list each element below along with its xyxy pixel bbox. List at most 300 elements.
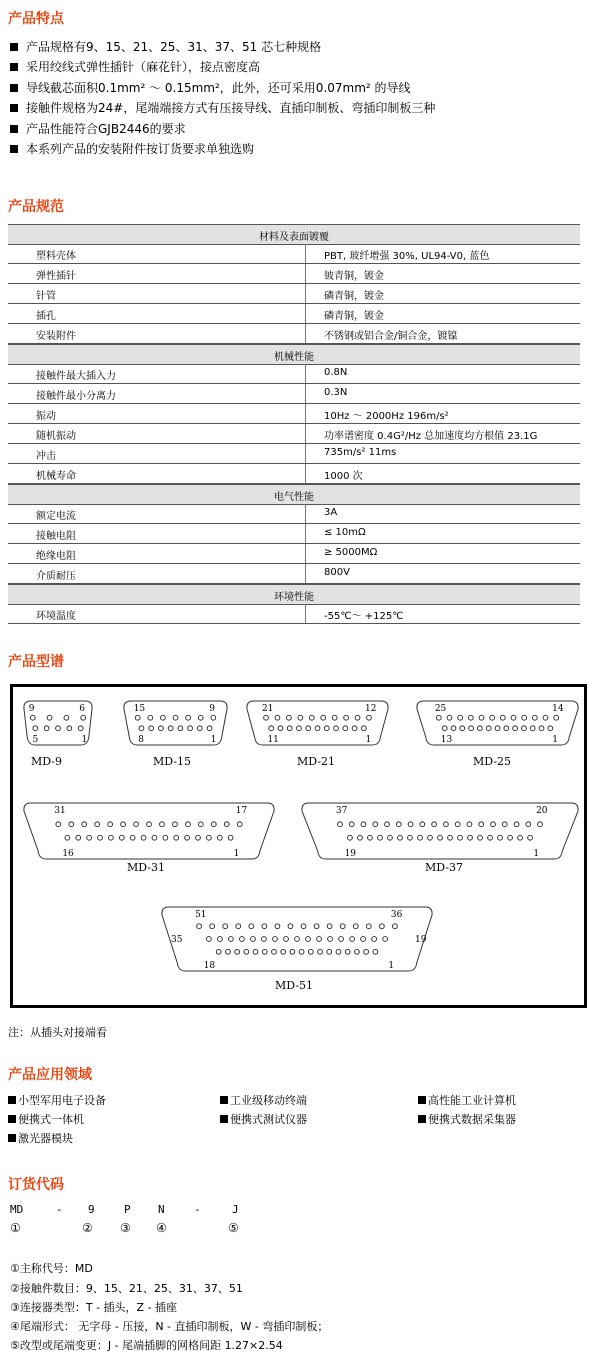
spec-row	[8, 464, 580, 484]
bullet-square-icon	[220, 1115, 228, 1123]
pin-label-top-right: 6	[79, 704, 85, 714]
application-text: 便携式一体机	[18, 1113, 84, 1126]
spec-property: 针管	[36, 291, 56, 302]
spec-row	[8, 324, 580, 344]
pin-contact	[141, 835, 146, 840]
spec-group-header	[8, 224, 580, 245]
feature-item	[10, 79, 411, 96]
pin-contact	[244, 949, 249, 954]
spec-value: 0.8N	[324, 367, 348, 378]
bullet-square-icon	[418, 1096, 426, 1104]
pin-contact	[287, 726, 292, 731]
spec-row	[8, 284, 580, 304]
pin-label-bottom-left: 5	[32, 735, 39, 745]
spec-value: 磷青铜，镀金	[324, 291, 384, 302]
pin-contact	[217, 835, 222, 840]
spec-row	[8, 444, 580, 464]
pin-contact	[378, 835, 383, 840]
spec-value: 磷青铜，镀金	[324, 311, 384, 322]
column-divider	[305, 404, 306, 423]
spec-group-label: 材料及表面镀覆	[259, 232, 329, 243]
spec-row	[8, 504, 580, 524]
pin-contact	[486, 726, 491, 731]
spec-property: 振动	[36, 411, 56, 422]
pin-contact	[328, 937, 333, 942]
bullet-square-icon	[8, 1096, 16, 1104]
pin-contact	[306, 726, 311, 731]
pin-contact	[539, 726, 544, 731]
spec-row	[8, 604, 580, 624]
pin-contact	[532, 715, 537, 720]
feature-item	[10, 140, 254, 157]
pin-contact	[344, 715, 349, 720]
pin-contact	[467, 822, 472, 827]
pin-contact	[240, 937, 245, 942]
pin-contact	[500, 715, 505, 720]
pin-contact	[518, 835, 523, 840]
pin-contact	[428, 835, 433, 840]
order-code-part: -	[56, 1203, 63, 1216]
pin-contact	[281, 949, 286, 954]
column-divider	[305, 324, 306, 343]
pin-contact	[460, 726, 465, 731]
pin-contact	[298, 715, 303, 720]
pin-contact	[468, 715, 473, 720]
spec-row	[8, 364, 580, 384]
column-divider	[305, 464, 306, 483]
column-divider	[305, 544, 306, 563]
pin-contact	[228, 835, 233, 840]
column-divider	[305, 264, 306, 283]
application-text: 便携式测试仪器	[230, 1113, 307, 1126]
pin-contact	[436, 715, 441, 720]
pin-label-top-left: 31	[54, 806, 66, 816]
pin-label-bottom-right: 1	[233, 849, 240, 859]
pin-label-top-right: 9	[209, 704, 216, 714]
connector-model-label: MD-25	[473, 755, 512, 768]
pin-contact	[69, 822, 74, 827]
spec-row	[8, 384, 580, 404]
pin-contact	[210, 924, 215, 929]
pin-contact	[290, 949, 295, 954]
pin-label-bottom-right: 1	[81, 735, 88, 745]
pin-label-top-left: 37	[335, 806, 348, 816]
pin-contact	[30, 715, 35, 720]
pin-contact	[338, 822, 343, 827]
pin-contact	[368, 835, 373, 840]
pin-contact	[548, 726, 553, 731]
pin-contact	[451, 726, 456, 731]
spec-row	[8, 264, 580, 284]
order-code-marker: ②	[82, 1221, 93, 1235]
spec-value: 不锈钢或铝合金/铜合金，镀镍	[324, 331, 458, 342]
pin-contact	[432, 822, 437, 827]
pin-contact	[288, 924, 293, 929]
spec-value: ≥ 5000MΩ	[324, 547, 378, 558]
pin-contact	[327, 924, 332, 929]
bullet-square-icon	[8, 1115, 16, 1123]
pin-contact	[159, 726, 164, 731]
pin-contact	[488, 835, 493, 840]
order-code-explanation: ③连接器类型：T - 插头，Z - 插座	[10, 1301, 178, 1314]
pin-contact	[262, 937, 267, 942]
pin-contact	[479, 822, 484, 827]
pin-label-middle-right: 19	[415, 935, 427, 945]
pin-contact	[95, 822, 100, 827]
application-item	[418, 1092, 516, 1108]
pin-contact	[87, 835, 92, 840]
pin-contact	[366, 924, 371, 929]
pin-contact	[345, 949, 350, 954]
pin-contact	[152, 835, 157, 840]
pin-contact	[495, 726, 500, 731]
pin-contact	[301, 924, 306, 929]
feature-text: 导线截芯面积0.1mm² ～ 0.15mm²，此外，还可采用0.07mm² 的导线	[26, 81, 411, 95]
pin-contact	[81, 715, 86, 720]
pin-contact	[448, 835, 453, 840]
column-divider	[305, 444, 306, 463]
pin-label-bottom-left: 16	[62, 849, 74, 859]
spec-group-label: 电气性能	[274, 492, 314, 503]
order-code-explanation: ①主称代号：MD	[10, 1262, 93, 1275]
pin-label-top-right: 12	[364, 704, 377, 714]
application-text: 激光器模块	[18, 1132, 73, 1145]
pin-label-top-left: 21	[262, 704, 274, 714]
application-text: 工业级移动终端	[230, 1094, 307, 1107]
pin-contact	[236, 924, 241, 929]
pin-contact	[355, 949, 360, 954]
order-code-marker: ④	[156, 1221, 167, 1235]
pin-contact	[306, 937, 311, 942]
pin-contact	[526, 822, 531, 827]
pin-contact	[514, 822, 519, 827]
spec-property: 机械寿命	[36, 471, 76, 482]
spec-value: ≤ 10mΩ	[324, 527, 366, 538]
spec-table	[8, 224, 580, 620]
spec-value: 800V	[324, 567, 350, 578]
pin-contact	[418, 835, 423, 840]
spec-property: 接触件最大插入力	[36, 371, 116, 382]
bullet-square-icon	[10, 104, 18, 112]
spec-value: 10Hz ～ 2000Hz 196m/s²	[324, 411, 449, 422]
connector-model-label: MD-9	[31, 755, 63, 768]
applications-title: 产品应用领域	[8, 1067, 92, 1083]
spec-row	[8, 424, 580, 444]
pin-contact	[237, 822, 242, 827]
pin-contact	[477, 726, 482, 731]
pin-contact	[458, 715, 463, 720]
connector-model-label: MD-31	[127, 861, 166, 874]
pin-contact	[458, 835, 463, 840]
spec-row	[8, 524, 580, 544]
column-divider	[305, 304, 306, 323]
spec-value: 3A	[324, 507, 338, 518]
connector-model-label: MD-21	[297, 755, 336, 768]
pin-contact	[350, 937, 355, 942]
pin-contact	[309, 715, 314, 720]
pin-contact	[443, 822, 448, 827]
pin-contact	[108, 835, 113, 840]
bullet-square-icon	[10, 43, 18, 51]
pin-contact	[314, 924, 319, 929]
spec-value: 功率谱密度 0.4G²/Hz 总加速度均方根值 23.1G	[324, 431, 538, 442]
pin-contact	[206, 835, 211, 840]
pin-label-bottom-right: 1	[552, 735, 559, 745]
pin-contact	[188, 726, 193, 731]
pin-contact	[64, 715, 69, 720]
pin-contact	[361, 937, 366, 942]
pin-contact	[383, 937, 388, 942]
pin-label-bottom-left: 8	[138, 735, 144, 745]
feature-item	[10, 58, 260, 75]
pin-contact	[361, 726, 366, 731]
pin-contact	[287, 715, 292, 720]
pin-contact	[343, 726, 348, 731]
pin-contact	[206, 937, 211, 942]
connector-model-label: MD-37	[425, 861, 464, 874]
pin-label-top-left: 9	[28, 704, 35, 714]
view-note: 注：从插头对接端看	[8, 1026, 107, 1039]
feature-item	[10, 38, 321, 55]
pin-label-top-right: 20	[536, 806, 548, 816]
pin-contact	[367, 715, 372, 720]
pin-contact	[355, 715, 360, 720]
pin-contact	[173, 715, 178, 720]
order-code-marker: ③	[120, 1221, 131, 1235]
pin-contact	[278, 726, 283, 731]
spec-row	[8, 404, 580, 424]
order-code-marker: ①	[10, 1221, 21, 1235]
pin-contact	[134, 822, 139, 827]
application-text: 高性能工业计算机	[428, 1094, 516, 1107]
order-code-part: MD	[10, 1203, 24, 1216]
pin-contact	[163, 835, 168, 840]
column-divider	[305, 364, 306, 383]
spec-row	[8, 304, 580, 324]
feature-item	[10, 99, 435, 116]
pin-contact	[269, 726, 274, 731]
spec-property: 接触电阻	[36, 531, 76, 542]
order-code-part: P	[124, 1203, 131, 1216]
pin-contact	[528, 835, 533, 840]
pin-contact	[543, 715, 548, 720]
bullet-square-icon	[8, 1134, 16, 1142]
pin-contact	[275, 924, 280, 929]
pin-contact	[469, 726, 474, 731]
pin-contact	[235, 949, 240, 954]
bullet-square-icon	[220, 1096, 228, 1104]
spec-property: 安装附件	[36, 331, 76, 342]
column-divider	[305, 424, 306, 443]
pin-contact	[262, 924, 267, 929]
pin-contact	[420, 822, 425, 827]
pin-contact	[149, 726, 154, 731]
pin-contact	[78, 726, 83, 731]
feature-text: 产品规格有9、15、21、25、31、37、51 芯七种规格	[26, 40, 322, 54]
spec-group-header	[8, 484, 580, 505]
order-code-explanation: ⑤改型或尾端变更：J - 尾端插脚的网格间距 1.27×2.54	[10, 1339, 283, 1352]
pin-contact	[308, 949, 313, 954]
spec-title: 产品规范	[8, 199, 64, 215]
bullet-square-icon	[10, 125, 18, 133]
pin-contact	[315, 726, 320, 731]
pin-contact	[262, 949, 267, 954]
bullet-square-icon	[418, 1115, 426, 1123]
pin-contact	[373, 822, 378, 827]
pin-label-bottom-left: 13	[440, 735, 453, 745]
pin-contact	[185, 822, 190, 827]
pin-label-bottom-right: 1	[388, 961, 395, 971]
pin-contact	[379, 924, 384, 929]
pin-contact	[264, 715, 269, 720]
column-divider	[305, 244, 306, 263]
pin-contact	[373, 949, 378, 954]
spec-property: 环境温度	[36, 611, 76, 622]
feature-text: 接触件规格为24#，尾端端接方式有压接导线、直插印制板、弯插印制板三种	[26, 101, 436, 115]
spec-group-header	[8, 344, 580, 365]
pin-contact	[211, 715, 216, 720]
pin-contact	[361, 822, 366, 827]
pin-contact	[396, 822, 401, 827]
pin-contact	[388, 835, 393, 840]
pin-label-bottom-right: 1	[533, 849, 540, 859]
pin-contact	[385, 822, 390, 827]
connector-model-label: MD-15	[153, 755, 192, 768]
pin-label-top-right: 36	[390, 910, 403, 920]
pin-contact	[408, 835, 413, 840]
pin-contact	[299, 949, 304, 954]
pin-contact	[148, 715, 153, 720]
spec-row	[8, 544, 580, 564]
spec-value: 735m/s² 11ms	[324, 447, 397, 458]
pin-contact	[522, 715, 527, 720]
pin-label-top-left: 15	[133, 704, 146, 714]
pin-contact	[336, 949, 341, 954]
pin-contact	[198, 822, 203, 827]
spec-value: 铍青铜，镀金	[324, 271, 384, 282]
column-divider	[305, 284, 306, 303]
pin-contact	[348, 835, 353, 840]
pin-contact	[498, 835, 503, 840]
pin-contact	[438, 835, 443, 840]
pin-label-top-right: 17	[235, 806, 248, 816]
pin-contact	[56, 822, 61, 827]
pin-label-top-right: 14	[552, 704, 564, 714]
pin-contact	[173, 822, 178, 827]
pin-contact	[224, 822, 229, 827]
spec-group-header	[8, 584, 580, 605]
pin-contact	[108, 822, 113, 827]
connector-model-label: MD-51	[275, 979, 314, 992]
pin-contact	[168, 726, 173, 731]
pin-contact	[197, 924, 202, 929]
pin-contact	[130, 835, 135, 840]
pin-contact	[364, 949, 369, 954]
bullet-square-icon	[10, 63, 18, 71]
pin-contact	[349, 822, 354, 827]
pin-contact	[324, 726, 329, 731]
pin-contact	[186, 715, 191, 720]
pin-label-bottom-right: 1	[365, 735, 372, 745]
pin-contact	[327, 949, 332, 954]
order-title: 订货代码	[8, 1177, 64, 1193]
pin-contact	[479, 715, 484, 720]
application-item	[8, 1130, 73, 1146]
pin-contact	[229, 937, 234, 942]
pin-contact	[251, 937, 256, 942]
pin-contact	[284, 937, 289, 942]
pin-contact	[253, 949, 258, 954]
application-item	[8, 1092, 106, 1108]
spec-property: 塑料壳体	[36, 251, 76, 262]
pin-contact	[297, 726, 302, 731]
pin-contact	[65, 835, 70, 840]
pin-contact	[119, 835, 124, 840]
pin-contact	[508, 835, 513, 840]
order-code-explanation: ④尾端形式： 无字母 - 压接，N - 直插印制板，W - 弯插印制板；	[10, 1320, 329, 1333]
column-divider	[305, 384, 306, 403]
pin-contact	[33, 726, 38, 731]
pin-contact	[502, 822, 507, 827]
pin-contact	[442, 726, 447, 731]
application-text: 小型军用电子设备	[18, 1094, 106, 1107]
pin-contact	[249, 924, 254, 929]
application-item	[418, 1111, 516, 1127]
pin-label-bottom-left: 19	[344, 849, 357, 859]
pin-label-bottom-left: 18	[203, 961, 216, 971]
order-code-part: J	[232, 1203, 239, 1216]
feature-text: 本系列产品的安装附件按订货要求单独选购	[26, 142, 255, 156]
spec-property: 额定电流	[36, 511, 76, 522]
pin-contact	[216, 949, 221, 954]
order-code-explanation: ②接触件数目：9、15、21、25、31、37、51	[10, 1282, 243, 1295]
pin-contact	[147, 822, 152, 827]
pin-contact	[275, 715, 280, 720]
pin-contact	[223, 924, 228, 929]
pin-contact	[321, 715, 326, 720]
order-code-part: N	[158, 1203, 165, 1216]
column-divider	[305, 524, 306, 543]
pin-contact	[491, 822, 496, 827]
pin-contact	[207, 726, 212, 731]
pin-contact	[211, 822, 216, 827]
feature-item	[10, 120, 186, 137]
pin-contact	[44, 726, 49, 731]
pin-contact	[513, 726, 518, 731]
pin-label-middle-left: 35	[171, 935, 183, 945]
pin-contact	[76, 835, 81, 840]
pin-contact	[139, 726, 144, 731]
pin-contact	[398, 835, 403, 840]
pin-contact	[272, 949, 277, 954]
bullet-square-icon	[10, 84, 18, 92]
spec-property: 弹性插针	[36, 271, 76, 282]
pin-contact	[522, 726, 527, 731]
spec-property: 接触件最小分离力	[36, 391, 116, 402]
pin-contact	[225, 949, 230, 954]
pin-contact	[511, 715, 516, 720]
pin-contact	[197, 726, 202, 731]
order-code-part: 9	[88, 1203, 95, 1216]
spec-property: 冲击	[36, 451, 56, 462]
spec-property: 随机振动	[36, 431, 76, 442]
pin-contact	[490, 715, 495, 720]
pin-contact	[447, 715, 452, 720]
pin-contact	[82, 822, 87, 827]
pin-contact	[67, 726, 72, 731]
spec-row	[8, 564, 580, 584]
pin-contact	[358, 835, 363, 840]
